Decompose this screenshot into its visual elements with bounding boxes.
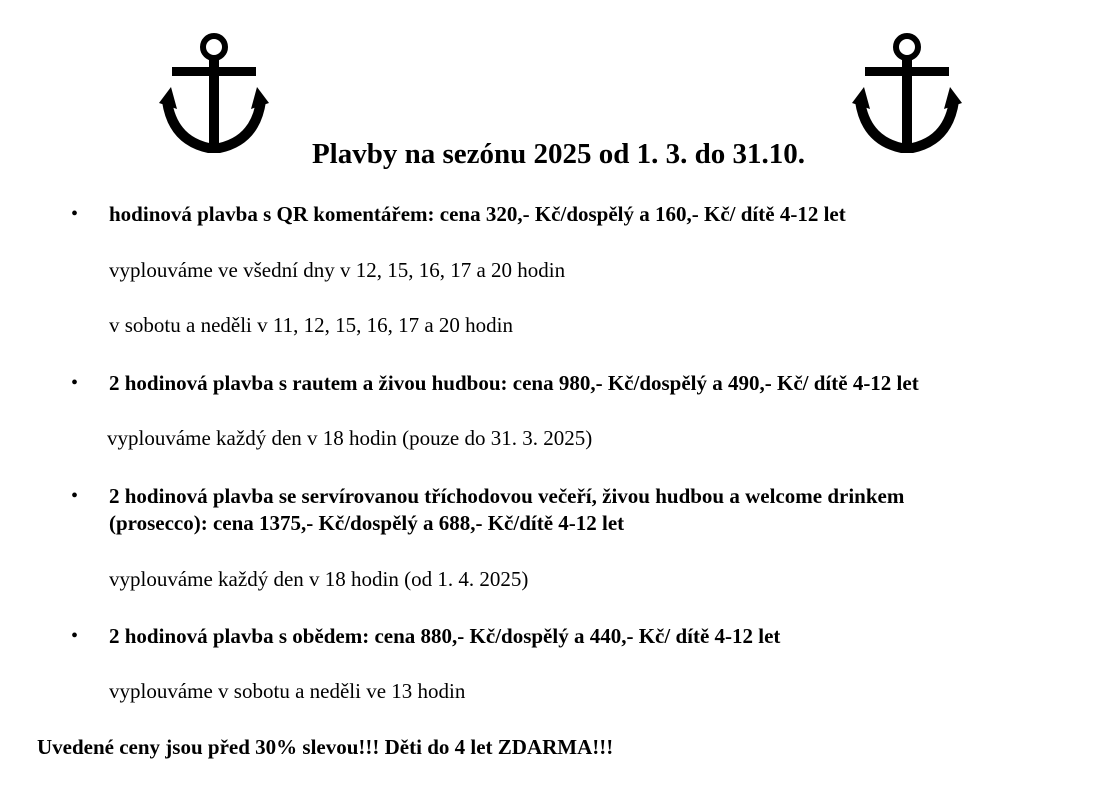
bullet-icon: • [71, 372, 79, 394]
page-title: Plavby na sezónu 2025 od 1. 3. do 31.10. [311, 138, 806, 170]
cruise-4-headline: 2 hodinová plavba s obědem: cena 880,- Kč/dospělý a 440,- Kč/ dítě 4-12 let [109, 624, 781, 648]
cruise-2-headline: 2 hodinová plavba s rautem a živou hudbou: cena 980,- Kč/dospělý a 490,- Kč/ dítě 4-12 let [109, 371, 919, 395]
cruise-3-headline-line-1: 2 hodinová plavba se servírovanou tříchodovou večeří, živou hudbou a welcome drinkem [109, 484, 905, 508]
bullet-icon: • [71, 625, 79, 647]
cruise-4-detail-1: vyplouváme v sobotu a neděli ve 13 hodin [109, 679, 466, 703]
cruise-1-headline: hodinová plavba s QR komentářem: cena 320,- Kč/dospělý a 160,- Kč/ dítě 4-12 let [109, 202, 846, 226]
discount-note: Uvedené ceny jsou před 30% slevou!!! Děti do 4 let ZDARMA!!! [37, 735, 614, 759]
cruise-3-headline-line-2: (prosecco): cena 1375,- Kč/dospělý a 688,- Kč/dítě 4-12 let [109, 511, 625, 535]
cruise-3-detail-1: vyplouváme každý den v 18 hodin (od 1. 4. 2025) [109, 567, 529, 591]
cruise-2-detail-1: vyplouváme každý den v 18 hodin (pouze do 31. 3. 2025) [107, 426, 593, 450]
bullet-icon: • [71, 203, 79, 225]
cruise-1-detail-2: v sobotu a neděli v 11, 12, 15, 16, 17 a 20 hodin [109, 313, 514, 337]
cruise-1-detail-1: vyplouváme ve všední dny v 12, 15, 16, 17 a 20 hodin [109, 258, 566, 282]
bullet-icon: • [71, 485, 79, 507]
